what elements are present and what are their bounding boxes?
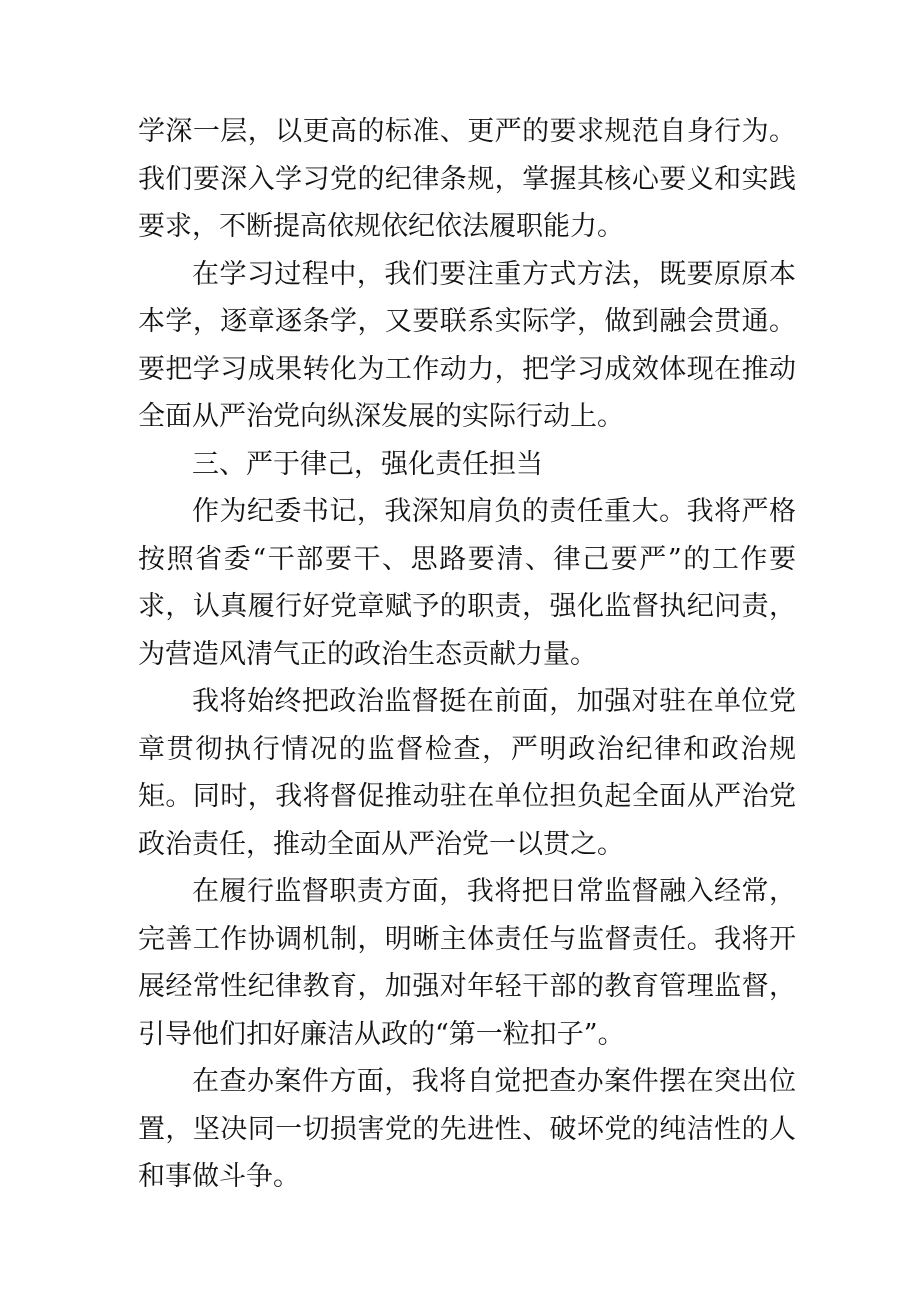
paragraph-4: 我将始终把政治监督挺在前面，加强对驻在单位党章贯彻执行情况的监督检查，严明政治纪律和政治规矩。同时，我将督促推动驻在单位担负起全面从严治党政治责任，推动全面从严治党一以贯之。 — [138, 686, 796, 860]
section-heading: 三、严于律己，强化责任担当 — [192, 448, 543, 480]
paragraph-3: 作为纪委书记，我深知肩负的责任重大。我将严格按照省委“干部要干、思路要清、律己要严”的工作要求，认真履行好党章赋予的职责，强化监督执纪问责，为营造风清气正的政治生态贡献力量。 — [138, 496, 796, 670]
document-body — [138, 108, 796, 1201]
paragraph-2: 在学习过程中，我们要注重方式方法，既要原原本本学，逐章逐条学，又要联系实际学，做到融会贯通。要把学习成果转化为工作动力，把学习成效体现在推动全面从严治党向纵深发展的实际行动上。 — [138, 258, 796, 432]
paragraph-1: 学深一层，以更高的标准、更严的要求规范自身行为。我们要深入学习党的纪律条规，掌握其核心要义和实践要求，不断提高依规依纪依法履职能力。 — [138, 116, 796, 242]
paragraph-5: 在履行监督职责方面，我将把日常监督融入经常，完善工作协调机制，明晰主体责任与监督责任。我将开展经常性纪律教育，加强对年轻干部的教育管理监督，引导他们扣好廉洁从政的“第一粒扣子”。 — [138, 876, 796, 1050]
paragraph-6: 在查办案件方面，我将自觉把查办案件摆在突出位置，坚决同一切损害党的先进性、破坏党的纯洁性的人和事做斗争。 — [138, 1066, 796, 1192]
